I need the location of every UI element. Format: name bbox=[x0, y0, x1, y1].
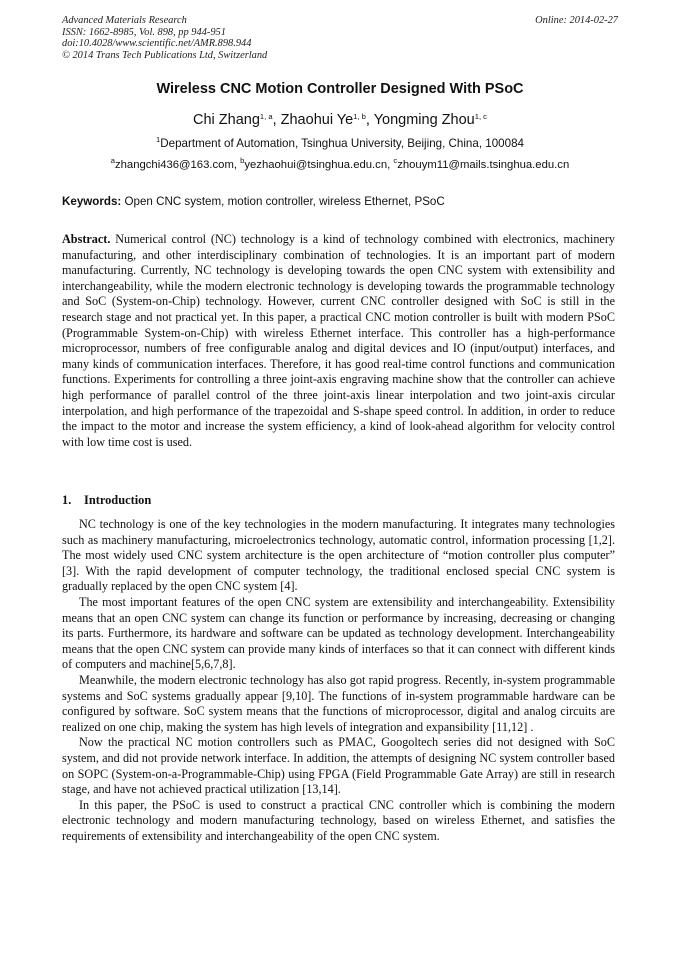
abstract bbox=[62, 232, 615, 450]
affiliation bbox=[62, 137, 618, 150]
author-name: Chi Zhang bbox=[193, 112, 260, 128]
email-address: zhouym11@mails.tsinghua.edu.cn bbox=[397, 159, 570, 171]
introduction-body bbox=[62, 517, 615, 844]
keywords bbox=[62, 195, 618, 208]
section-heading bbox=[62, 493, 151, 508]
journal-issn: ISSN: 1662-8985, Vol. 898, pp 944-951 bbox=[62, 26, 226, 38]
email-address: yezhaohui@tsinghua.edu.cn, bbox=[244, 159, 391, 171]
paragraph: The most important features of the open CNC system are extensibility and interchangeability. Extensibility means that an open CNC system can change its function or performance by increasing, decreasing or changing its parts. Furthermore, its hardware and software can be updated as technology development. Interchangeability means that the open CNC system can provide many kinds of interfaces so that it can connect with different kinds of computers and machine[5,6,7,8]. bbox=[62, 594, 615, 672]
email-address: zhangchi436@163.com, bbox=[114, 159, 237, 171]
author-name: Zhaohui Ye bbox=[280, 112, 354, 128]
paragraph: Meanwhile, the modern electronic technology has also got rapid progress. Recently, in-system programmable systems and SoC systems gradually appear [9,10]. The functions of in-system programmable hardware can be configured by software. SoC system means that the functions of microprocessor, digital and analog circuits are realized on one chip, making the system has high levels of integration and expansibility [11,12] . bbox=[62, 672, 615, 734]
section-number: 1. bbox=[62, 493, 72, 507]
journal-copyright: © 2014 Trans Tech Publications Ltd, Switzerland bbox=[62, 49, 268, 61]
paragraph: NC technology is one of the key technologies in the modern manufacturing. It integrates many technologies such as machinery manufacturing, microelectronics technology, automatic control, information processing [1,2]. The most widely used CNC system architecture is the open architecture of “motion controller plus computer” [3]. With the rapid development of computer technology, the traditional enclosed special CNC system is gradually replaced by the open CNC system [4]. bbox=[62, 517, 615, 594]
author-list: Chi Zhang$^{1, a}$, Zhaohui Ye$^{1, b}$, Yongming Zhou$^{1, c}$ bbox=[193, 112, 487, 128]
email-list bbox=[62, 156, 618, 171]
email-sup: b bbox=[240, 156, 245, 165]
email-sup: c bbox=[393, 156, 398, 165]
author-sup: 1, c bbox=[474, 112, 487, 121]
journal-header bbox=[62, 15, 618, 61]
keywords-text: Open CNC system, motion controller, wireless Ethernet, PSoC bbox=[124, 195, 445, 208]
online-date: Online: 2014-02-27 bbox=[535, 15, 618, 26]
author-name: Yongming Zhou bbox=[373, 112, 475, 128]
affiliation-text: Department of Automation, Tsinghua University, Beijing, China, 100084 bbox=[160, 137, 524, 150]
journal-name: Advanced Materials Research bbox=[62, 15, 187, 26]
author-sup: 1, a bbox=[259, 112, 273, 121]
journal-doi: doi:10.4028/www.scientific.net/AMR.898.944 bbox=[62, 38, 252, 50]
affiliation-sup: 1 bbox=[156, 135, 161, 144]
abstract-label: Abstract. bbox=[62, 232, 111, 246]
author-sup: 1, b bbox=[353, 112, 366, 121]
paper-title: Wireless CNC Motion Controller Designed With PSoC bbox=[156, 81, 524, 97]
email-sup: a bbox=[110, 156, 115, 165]
section-title: Introduction bbox=[84, 493, 152, 507]
keywords-label: Keywords: bbox=[62, 195, 122, 208]
paragraph: In this paper, the PSoC is used to construct a practical CNC controller which is combining the modern electronic technology and modern manufacturing technology, based on wireless Ethernet, and satisfies the requirements of extensibility and interchangeability of the open CNC system. bbox=[62, 797, 615, 843]
paragraph: Now the practical NC motion controllers such as PMAC, Googoltech series did not designed with SoC system, and did not provide network interface. In addition, the attempts of designing NC system controller based on SOPC (System-on-a-Programmable-Chip) using FPGA (Field Programmable Gate Array) are still in research stage, and have not achieved practical utilization [13,14]. bbox=[62, 735, 615, 797]
abstract-text: Numerical control (NC) technology is a kind of technology combined with electronics, machinery manufacturing, and other interdisciplinary combination of technologies. It is an important part of modern manufacturing. Currently, NC technology is developing towards the open CNC system with extensibility and interchangeability, while the modern electronic technology is developing towards the programmable technology and SoC (System-on-Chip) technology. However, current CNC controller designed with SoC is still in the research stage and not practical yet. In this paper, a practical CNC motion controller is built with modern PSoC (Programmable System-on-Chip) with wireless Ethernet interface. This controller has a high-performance microprocessor, numbers of free configurable analog and digital devices and IO (input/output) interfaces, and many kinds of communication interfaces. Therefore, it has good real-time control functions and communication functions. Experiments for controlling a three joint-axis engraving machine show that the controller can achieve high performance of parallel control of the three joint-axis linear interpolation and two joint-axis circular interpolation, and high performance of the trapezoidal and S-shape speed control. In addition, in order to reduce the impact to the motor and increase the system efficiency, a kind of look-ahead algorithm for velocity control with low time cost is used. bbox=[62, 232, 615, 449]
